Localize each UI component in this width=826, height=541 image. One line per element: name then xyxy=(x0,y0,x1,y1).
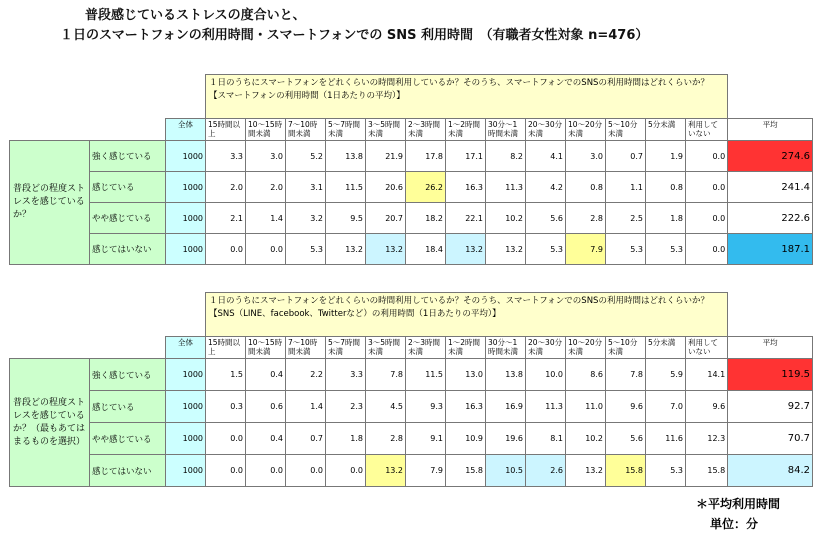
data-cell: 1.8 xyxy=(326,423,366,455)
data-cell: 13.2 xyxy=(446,234,486,265)
total-header: 全体 xyxy=(166,337,206,359)
column-header: 3～5時間未満 xyxy=(366,119,406,141)
data-cell: 2.2 xyxy=(286,359,326,391)
question-subtitle: 【スマートフォンの利用時間（1日あたりの平均）】 xyxy=(209,91,405,101)
data-cell: 0.4 xyxy=(246,423,286,455)
data-cell: 11.5 xyxy=(326,172,366,203)
data-cell: 0.7 xyxy=(606,141,646,172)
data-cell: 5.9 xyxy=(646,359,686,391)
column-header: 5～10分未満 xyxy=(606,337,646,359)
empty-corner xyxy=(10,337,166,359)
empty-corner xyxy=(10,75,206,119)
row-total: 1000 xyxy=(166,172,206,203)
column-header: 1～2時間未満 xyxy=(446,119,486,141)
data-cell: 11.0 xyxy=(566,391,606,423)
column-header: 15時間以上 xyxy=(206,337,246,359)
avg-cell: 70.7 xyxy=(728,423,813,455)
question-box xyxy=(206,75,728,119)
data-cell: 8.6 xyxy=(566,359,606,391)
data-cell: 9.6 xyxy=(686,391,728,423)
row-label: 感じてはいない xyxy=(90,455,166,487)
data-cell: 13.8 xyxy=(326,141,366,172)
data-cell: 2.6 xyxy=(526,455,566,487)
data-cell: 0.0 xyxy=(326,455,366,487)
column-header: 2～3時間未満 xyxy=(406,337,446,359)
data-cell: 17.8 xyxy=(406,141,446,172)
table-row xyxy=(10,141,813,172)
data-cell: 11.3 xyxy=(526,391,566,423)
data-cell: 4.1 xyxy=(526,141,566,172)
data-cell: 11.6 xyxy=(646,423,686,455)
column-header-row xyxy=(10,119,813,141)
data-cell: 0.8 xyxy=(566,172,606,203)
title-line-1: 普段感じているストレスの度合いと、 xyxy=(85,8,306,23)
data-cell: 16.3 xyxy=(446,391,486,423)
row-label: 感じてはいない xyxy=(90,234,166,265)
data-cell: 2.0 xyxy=(246,172,286,203)
data-cell: 18.4 xyxy=(406,234,446,265)
row-label: やや感じている xyxy=(90,203,166,234)
data-cell: 2.0 xyxy=(206,172,246,203)
data-cell: 0.0 xyxy=(206,423,246,455)
total-header: 全体 xyxy=(166,119,206,141)
data-cell: 5.3 xyxy=(646,234,686,265)
data-cell: 3.2 xyxy=(286,203,326,234)
table-row xyxy=(10,391,813,423)
column-header: 30分～1時間未満 xyxy=(486,119,526,141)
data-cell: 4.5 xyxy=(366,391,406,423)
avg-cell: 241.4 xyxy=(728,172,813,203)
data-cell: 1.5 xyxy=(206,359,246,391)
data-cell: 16.3 xyxy=(446,172,486,203)
data-cell: 13.2 xyxy=(366,234,406,265)
avg-cell: 92.7 xyxy=(728,391,813,423)
row-label: 強く感じている xyxy=(90,359,166,391)
data-cell: 0.7 xyxy=(286,423,326,455)
data-cell: 2.1 xyxy=(206,203,246,234)
data-cell: 2.5 xyxy=(606,203,646,234)
data-cell: 13.2 xyxy=(486,234,526,265)
data-cell: 1.4 xyxy=(246,203,286,234)
data-cell: 5.3 xyxy=(606,234,646,265)
footnote-unit: 単位：分 xyxy=(709,517,758,531)
footnote xyxy=(696,494,780,534)
data-cell: 3.1 xyxy=(286,172,326,203)
question-text: １日のうちにスマートフォンをどれくらいの時間利用しているか？そのうち、スマートフォンでのSNSの利用時間はどれくらいか？ xyxy=(209,78,709,88)
row-total: 1000 xyxy=(166,455,206,487)
column-header: 3～5時間未満 xyxy=(366,337,406,359)
row-label: やや感じている xyxy=(90,423,166,455)
data-cell: 13.2 xyxy=(566,455,606,487)
sns-usage-table xyxy=(9,292,813,487)
column-header: 1～2時間未満 xyxy=(446,337,486,359)
data-cell: 14.1 xyxy=(686,359,728,391)
data-cell: 11.3 xyxy=(486,172,526,203)
data-cell: 16.9 xyxy=(486,391,526,423)
data-cell: 0.0 xyxy=(206,234,246,265)
data-cell: 7.9 xyxy=(566,234,606,265)
data-cell: 15.8 xyxy=(606,455,646,487)
column-header: 利用していない xyxy=(686,119,728,141)
data-cell: 10.2 xyxy=(566,423,606,455)
data-cell: 10.2 xyxy=(486,203,526,234)
data-cell: 0.0 xyxy=(686,141,728,172)
column-header: 15時間以上 xyxy=(206,119,246,141)
data-cell: 8.1 xyxy=(526,423,566,455)
data-cell: 3.3 xyxy=(326,359,366,391)
page-title xyxy=(60,6,648,46)
data-cell: 0.0 xyxy=(686,172,728,203)
empty-corner xyxy=(10,293,206,337)
avg-cell: 84.2 xyxy=(728,455,813,487)
data-cell: 13.8 xyxy=(486,359,526,391)
data-cell: 13.2 xyxy=(326,234,366,265)
question-row xyxy=(10,293,813,337)
column-header: 20～30分未満 xyxy=(526,337,566,359)
data-cell: 4.2 xyxy=(526,172,566,203)
data-cell: 1.4 xyxy=(286,391,326,423)
row-total: 1000 xyxy=(166,203,206,234)
data-cell: 5.6 xyxy=(526,203,566,234)
avg-header: 平均 xyxy=(728,337,813,359)
row-total: 1000 xyxy=(166,234,206,265)
data-cell: 13.0 xyxy=(446,359,486,391)
data-cell: 15.8 xyxy=(446,455,486,487)
data-cell: 20.6 xyxy=(366,172,406,203)
column-header: 5～7時間未満 xyxy=(326,337,366,359)
column-header: 7～10時間未満 xyxy=(286,119,326,141)
column-header: 10～15時間未満 xyxy=(246,337,286,359)
data-cell: 11.5 xyxy=(406,359,446,391)
row-total: 1000 xyxy=(166,423,206,455)
data-cell: 7.9 xyxy=(406,455,446,487)
column-header: 利用していない xyxy=(686,337,728,359)
data-cell: 13.2 xyxy=(366,455,406,487)
row-label: 感じている xyxy=(90,391,166,423)
data-cell: 0.8 xyxy=(646,172,686,203)
data-cell: 0.0 xyxy=(686,203,728,234)
data-cell: 1.8 xyxy=(646,203,686,234)
data-cell: 0.4 xyxy=(246,359,286,391)
question-subtitle: 【SNS（LINE、facebook、Twitterなど）の利用時間（1日あたりの平均）】 xyxy=(209,309,501,319)
data-cell: 2.8 xyxy=(566,203,606,234)
question-box xyxy=(206,293,728,337)
column-header: 2～3時間未満 xyxy=(406,119,446,141)
data-cell: 18.2 xyxy=(406,203,446,234)
data-cell: 3.0 xyxy=(246,141,286,172)
footnote-avg-time: ＊平均利用時間 xyxy=(695,497,780,511)
data-cell: 9.1 xyxy=(406,423,446,455)
data-cell: 17.1 xyxy=(446,141,486,172)
data-cell: 9.5 xyxy=(326,203,366,234)
data-cell: 0.0 xyxy=(206,455,246,487)
table-row xyxy=(10,359,813,391)
avg-cell: 222.6 xyxy=(728,203,813,234)
column-header: 5分未満 xyxy=(646,337,686,359)
avg-cell: 274.6 xyxy=(728,141,813,172)
row-total: 1000 xyxy=(166,359,206,391)
data-cell: 1.1 xyxy=(606,172,646,203)
row-total: 1000 xyxy=(166,141,206,172)
question-text: １日のうちにスマートフォンをどれくらいの時間利用しているか？そのうち、スマートフォンでのSNSの利用時間はどれくらいか？ xyxy=(209,296,709,306)
data-cell: 0.6 xyxy=(246,391,286,423)
column-header: 7～10時間未満 xyxy=(286,337,326,359)
table-row xyxy=(10,455,813,487)
column-header: 5分未満 xyxy=(646,119,686,141)
data-cell: 3.3 xyxy=(206,141,246,172)
column-header-row xyxy=(10,337,813,359)
data-cell: 7.8 xyxy=(606,359,646,391)
data-cell: 5.2 xyxy=(286,141,326,172)
column-header: 20～30分未満 xyxy=(526,119,566,141)
question-row xyxy=(10,75,813,119)
column-header: 5～7時間未満 xyxy=(326,119,366,141)
data-cell: 10.0 xyxy=(526,359,566,391)
data-cell: 26.2 xyxy=(406,172,446,203)
data-cell: 20.7 xyxy=(366,203,406,234)
title-line-2: １日のスマートフォンの利用時間・スマートフォンでの SNS 利用時間 （有職者女性対象 n=476） xyxy=(60,28,649,43)
data-cell: 0.3 xyxy=(206,391,246,423)
smartphone-usage-table xyxy=(9,74,813,265)
data-cell: 5.3 xyxy=(286,234,326,265)
column-header: 10～15時間未満 xyxy=(246,119,286,141)
avg-cell: 187.1 xyxy=(728,234,813,265)
avg-cell: 119.5 xyxy=(728,359,813,391)
row-total: 1000 xyxy=(166,391,206,423)
data-cell: 2.3 xyxy=(326,391,366,423)
data-cell: 5.3 xyxy=(526,234,566,265)
data-cell: 19.6 xyxy=(486,423,526,455)
data-cell: 7.8 xyxy=(366,359,406,391)
table-row xyxy=(10,423,813,455)
table-row xyxy=(10,172,813,203)
column-header: 30分～1時間未満 xyxy=(486,337,526,359)
table-row xyxy=(10,234,813,265)
data-cell: 15.8 xyxy=(686,455,728,487)
data-cell: 0.0 xyxy=(246,234,286,265)
data-cell: 22.1 xyxy=(446,203,486,234)
row-label: 強く感じている xyxy=(90,141,166,172)
data-cell: 10.9 xyxy=(446,423,486,455)
row-group-label: 普段どの程度ストレスを感じているか？（最もあてはまるものを選択） xyxy=(10,359,90,487)
data-cell: 3.0 xyxy=(566,141,606,172)
data-cell: 7.0 xyxy=(646,391,686,423)
data-cell: 10.5 xyxy=(486,455,526,487)
data-cell: 1.9 xyxy=(646,141,686,172)
data-cell: 0.0 xyxy=(286,455,326,487)
avg-header: 平均 xyxy=(728,119,813,141)
data-cell: 5.3 xyxy=(646,455,686,487)
data-cell: 0.0 xyxy=(246,455,286,487)
data-cell: 5.6 xyxy=(606,423,646,455)
row-group-label: 普段どの程度ストレスを感じているか？ xyxy=(10,141,90,265)
column-header: 10～20分未満 xyxy=(566,337,606,359)
data-cell: 9.3 xyxy=(406,391,446,423)
data-cell: 9.6 xyxy=(606,391,646,423)
empty-corner xyxy=(10,119,166,141)
column-header: 10～20分未満 xyxy=(566,119,606,141)
table-row xyxy=(10,203,813,234)
column-header: 5～10分未満 xyxy=(606,119,646,141)
data-cell: 12.3 xyxy=(686,423,728,455)
data-cell: 8.2 xyxy=(486,141,526,172)
data-cell: 2.8 xyxy=(366,423,406,455)
data-cell: 0.0 xyxy=(686,234,728,265)
row-label: 感じている xyxy=(90,172,166,203)
data-cell: 21.9 xyxy=(366,141,406,172)
